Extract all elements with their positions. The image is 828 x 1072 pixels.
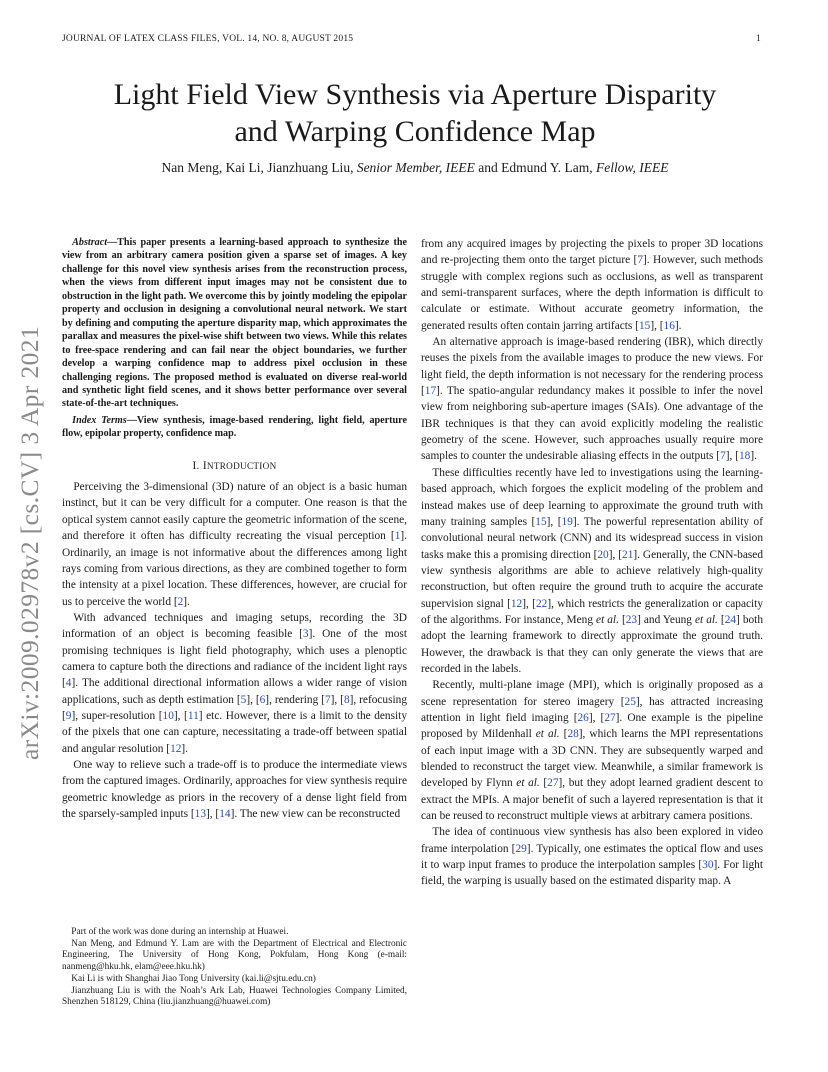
right-column <box>421 236 763 890</box>
citation-link[interactable]: 5 <box>240 693 247 706</box>
author-role-2: Fellow, IEEE <box>596 160 669 175</box>
citation-link[interactable]: 30 <box>702 859 714 872</box>
citation-link[interactable]: 6 <box>259 693 266 706</box>
text-run: ], [ <box>725 450 739 463</box>
text-run: ]. <box>750 450 757 463</box>
italic-text: et al. <box>535 728 560 741</box>
text-run: ] both adopt the learning framework to directly approximate the ground truth. However, the drawback is that they can only generate the views that are recorded in the labels. <box>421 613 764 675</box>
text-run: ], super-resolution [ <box>71 709 163 722</box>
text-run: ]. The spatio-angular redundancy makes it possible to infer the novel view from neighboring sub-aperture images (SAIs). One advantage of the IBR techniques is that they can avoid explicitly modeling the realistic geometry of the scene. However, such approaches usually require more samples to counter the undesirable aliasing effects in the outputs [ <box>421 385 763 463</box>
citation-link[interactable]: 8 <box>343 693 350 706</box>
text-run: ]. Ordinarily, an image is not informative about the differences among light rays coming from various directions, as they are combined together to form the intensity at a pixel location. These differences, however, are crucial for us to perceive the world [ <box>62 530 407 608</box>
italic-text: et al. <box>596 613 619 626</box>
citation-link[interactable]: 7 <box>637 254 643 267</box>
text-run: ]. However, such methods struggle with complex regions such as occlusions, as well as transparent and semi-transparent surfaces, where the depth information is difficult to calculate or estimate. Without accurate geometry information, the generated results often contain jarring artifacts [ <box>421 254 763 332</box>
citation-link[interactable]: 19 <box>561 515 573 528</box>
section-initial: I <box>202 459 207 472</box>
text-run: ], refocusing [ <box>62 693 408 722</box>
footnote: Jianzhuang Liu is with the Noah’s Ark Lab, Huawei Technologies Company Limited, Shenzhen 518129, China (liu.jianzhuang@huawei.com) <box>62 985 407 1008</box>
abstract-text: This paper presents a learning-based approach to synthesize the view from an arbitrary camera position given a sparse set of images. A key challenge for this novel view synthesis arises from the reconstruction process, when the views from different input images may not be consistent due to obstruction in the light path. We overcome this by jointly modeling the epipolar property and occlusion in designing a convolutional neural network. We start by defining and computing the aperture disparity map, which approximates the parallax and measures the pixel-wise shift between two views. While this relates to free-space rendering and can fail near the object boundaries, we further develop a warping confidence map to address pixel occlusion in these challenging regions. The proposed method is evaluated on diverse real-world and synthetic light field scenes, and it shows better performance over several state-of-the-art techniques. <box>62 237 407 410</box>
text-run: ], but they adopt learned gradient descent to extract the MPIs. A major benefit of such a layered representation is that it can be reused to reconstruct multiple views at arbitrary camera positions. <box>421 777 763 823</box>
author-names-2: and Edmund Y. Lam, <box>474 160 597 175</box>
body-paragraph <box>62 610 407 757</box>
italic-text: et al. <box>516 777 540 790</box>
citation-link[interactable]: 12 <box>170 742 182 755</box>
author-role-1: Senior Member, IEEE <box>356 160 475 175</box>
page-number: 1 <box>756 34 761 44</box>
body-paragraph <box>421 334 763 465</box>
text-run: ], [ <box>205 808 220 821</box>
body-paragraph <box>62 479 407 610</box>
citation-link[interactable]: 9 <box>65 709 72 722</box>
citation-link[interactable]: 24 <box>724 613 737 626</box>
citation-link[interactable]: 11 <box>187 709 199 722</box>
text-run: ]. <box>183 595 190 608</box>
text-run: ]. <box>181 742 189 755</box>
citation-link[interactable]: 1 <box>394 530 401 543</box>
author-names-1: Nan Meng, Kai Li, Jianzhuang Liu, <box>161 160 357 175</box>
text-run: ]. The new view can be reconstructed <box>230 808 401 821</box>
citation-link[interactable]: 15 <box>535 515 547 528</box>
citation-link[interactable]: 10 <box>162 709 174 722</box>
abstract <box>62 236 407 411</box>
citation-link[interactable]: 29 <box>515 842 527 855</box>
citation-link[interactable]: 26 <box>577 711 589 724</box>
text-run: from any acquired images by projecting the pixels to proper 3D locations and re-projecting them onto the target picture [ <box>421 238 763 267</box>
citation-link[interactable]: 27 <box>604 711 616 724</box>
text-run: ]. Generally, the CNN-based view synthesis algorithms are able to achieve relatively high-quality reconstruction, but often require the ground truth to acquire the accurate supervision signal [ <box>421 548 764 610</box>
italic-text: et al. <box>695 613 718 626</box>
title-line-1: Light Field View Synthesis via Aperture Disparity <box>113 78 717 111</box>
body-paragraph <box>421 677 763 824</box>
text-run: ], which restricts the generalization or capacity of the algorithms. For instance, Meng <box>421 597 763 626</box>
text-run: ], which learns the MPI representations of each input image with a 3D CNN. They are subsequently warped and blended to reconstruct the target view. Meanwhile, a similar framework is developed by Flynn <box>421 728 763 790</box>
title-line-2: and Warping Confidence Map <box>234 115 596 148</box>
citation-link[interactable]: 14 <box>219 808 231 821</box>
text-run: The idea of continuous view synthesis has also been explored in video frame interpolation [ <box>421 826 763 855</box>
author-line <box>40 160 790 176</box>
text-run: [ <box>539 777 548 790</box>
body-paragraph <box>421 824 763 889</box>
citation-link[interactable]: 16 <box>663 319 675 332</box>
citation-link[interactable]: 13 <box>194 808 206 821</box>
text-run: ], [ <box>330 693 344 706</box>
footnotes <box>62 927 407 1009</box>
text-run: ]. <box>674 319 682 332</box>
text-run: ], [ <box>650 319 664 332</box>
text-run: ]. Typically, one estimates the optical flow and uses it to warp input frames to produce the interpolation samples [ <box>421 842 763 872</box>
citation-link[interactable]: 7 <box>720 450 726 463</box>
text-run: ]. The additional directional information allows a wider range of vision applications, such as depth estimation [ <box>62 677 407 706</box>
citation-link[interactable]: 25 <box>624 695 636 708</box>
text-run: Perceiving the 3-dimensional (3D) nature of an object is a basic human instinct, but it can be very difficult for a computer. One reason is that the optical system cannot easily capture the geometric information of the scene, and therefore it often has difficulty recreating the visual perception [ <box>62 481 407 543</box>
citation-link[interactable]: 20 <box>597 548 609 561</box>
citation-link[interactable]: 27 <box>547 777 559 790</box>
text-run: [ <box>559 728 568 741</box>
text-run: ]. One of the most promising techniques is light field photography, which uses a plenoptic camera to capture both the directions and radiance of the incident light rays [ <box>62 628 407 690</box>
body-paragraph <box>62 757 407 822</box>
citation-link[interactable]: 2 <box>177 595 184 608</box>
text-run: ]. The powerful representation ability of convolutional neural network (CNN) and its widespread success in vision tasks make this a promising direction [ <box>421 515 763 561</box>
text-run: An alternative approach is image-based rendering (IBR), which directly reuses the pixels from the available images to produce the new views. For light field, the depth information is not necessary for the rendering process [ <box>421 336 763 398</box>
index-terms-dash: — <box>126 414 137 426</box>
section-numeral: I. <box>192 459 203 472</box>
citation-link[interactable]: 21 <box>622 548 634 561</box>
index-terms-label: Index Terms <box>72 414 127 426</box>
text-run: ], rendering [ <box>265 693 325 706</box>
citation-link[interactable]: 17 <box>424 385 437 398</box>
citation-link[interactable]: 4 <box>65 677 72 690</box>
citation-link[interactable]: 22 <box>535 597 548 610</box>
text-run: ] etc. However, there is a limit to the density of the pixels that one can capture, necessitating a trade-off between spatial and angular resolution [ <box>62 709 407 755</box>
text-run: One way to relieve such a trade-off is to produce the intermediate views from the captured images. Ordinarily, approaches for view synthesis require geometric knowledge as priors in the recovery of a dense light field from the sparsely-sampled inputs [ <box>62 758 407 821</box>
text-run: ]. For light field, the warping is usually based on the estimated disparity map. A <box>421 859 764 888</box>
body-paragraph <box>421 465 763 677</box>
right-body-text <box>421 236 763 890</box>
footnote: Nan Meng, and Edmund Y. Lam are with the Department of Electrical and Electronic Engineering, The University of Hong Kong, Pokfulam, Hong Kong (e-mail: nanmeng@hku.hk, elam@eee.hku.hk) <box>62 938 407 973</box>
citation-link[interactable]: 28 <box>567 728 579 741</box>
paper-title <box>40 76 790 150</box>
citation-link[interactable]: 23 <box>625 613 638 626</box>
text-run: [ <box>618 613 626 626</box>
text-run: ], [ <box>588 711 605 724</box>
text-run: With advanced techniques and imaging setups, recording the 3D information of an object is becoming feasible [ <box>62 611 407 641</box>
text-run: ], [ <box>608 548 623 561</box>
text-run: ], [ <box>246 693 260 706</box>
citation-link[interactable]: 18 <box>738 450 751 463</box>
text-run: Recently, multi-plane image (MPI), which is originally proposed as a scene representation for stereo imagery [ <box>421 679 763 708</box>
text-run: These difficulties recently have led to investigations using the learning-based approach, which forgoes the explicit modeling of the problem and instead makes use of deep learning to approximate the ground truth with many training samples [ <box>421 466 763 528</box>
text-run: ]. One example is the pipeline proposed by Mildenhall <box>421 711 763 741</box>
text-run: ], [ <box>546 515 562 528</box>
abstract-label: Abstract <box>72 237 108 248</box>
text-run: ], [ <box>522 597 536 610</box>
citation-link[interactable]: 12 <box>510 597 523 610</box>
running-header: JOURNAL OF LATEX CLASS FILES, VOL. 14, NO. 8, AUGUST 2015 <box>62 34 354 44</box>
index-terms-text: View synthesis, image-based rendering, light field, aperture flow, epipolar property, confidence map. <box>62 414 407 440</box>
text-run: ], [ <box>173 709 188 722</box>
abstract-dash: — <box>107 237 118 248</box>
footnote: Part of the work was done during an internship at Huawei. <box>71 927 289 937</box>
left-body-text <box>62 479 407 822</box>
body-paragraph <box>421 236 763 334</box>
left-column <box>62 236 407 822</box>
citation-link[interactable]: 3 <box>302 628 309 641</box>
footnote: Kai Li is with Shanghai Jiao Tong University (kai.li@sjtu.edu.cn) <box>71 973 316 984</box>
section-heading-introduction <box>62 458 407 474</box>
text-run: ] and Yeung <box>637 613 695 626</box>
index-terms <box>62 414 407 441</box>
arxiv-identifier-stamp: arXiv:2009.02978v2 [cs.CV] 3 Apr 2021 <box>15 325 44 760</box>
text-run: ], has attracted increasing attention in light field imaging [ <box>421 695 763 724</box>
citation-link[interactable]: 15 <box>638 319 651 332</box>
section-title-rest: NTRODUCTION <box>206 460 277 471</box>
text-run: [ <box>717 613 725 626</box>
citation-link[interactable]: 7 <box>324 693 331 706</box>
